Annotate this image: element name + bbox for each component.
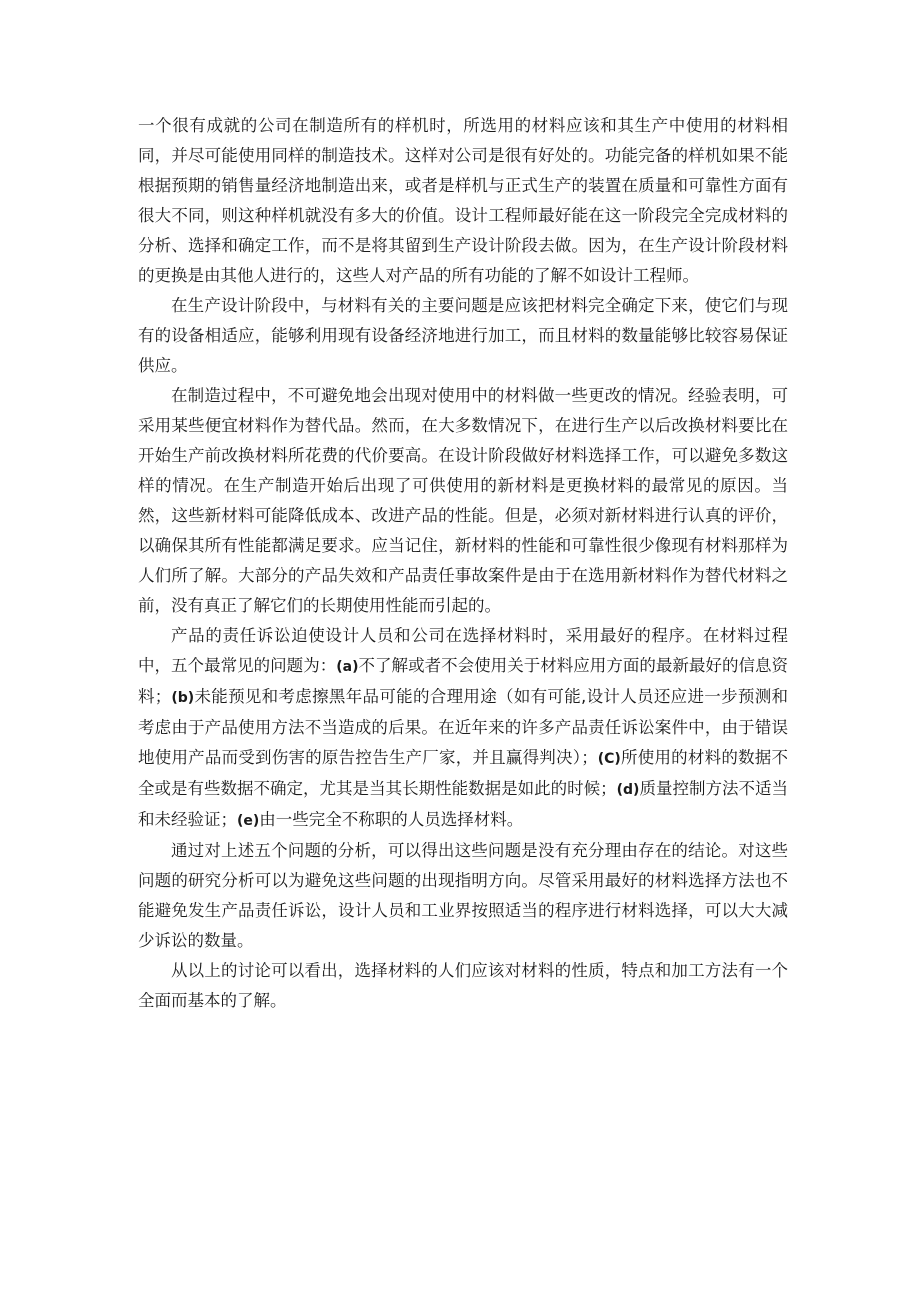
paragraph-3 (138, 381, 788, 621)
item-text-b: 未能预见和考虑擦黑年品可能的合理用途（如有可能,设计人员还应进一步预测和考虑由于产品使用方法不当造成的后果。在近年来的许多产品责任诉讼案件中，由于错误地使用产品而受到伤害的原告控告生产厂家，并且赢得判决）； (138, 687, 788, 767)
paragraph-1-text: 一个很有成就的公司在制造所有的样机时，所选用的材料应该和其生产中使用的材料相同，并尽可能使用同样的制造技术。这样对公司是很有好处的。功能完备的样机如果不能根据预期的销售量经济地制造出来，或者是样机与正式生产的装置在质量和可靠性方面有很大不同，则这种样机就没有多大的价值。设计工程师最好能在这一阶段完全完成材料的分析、选择和确定工作，而不是将其留到生产设计阶段去做。因为，在生产设计阶段材料的更换是由其他人进行的，这些人对产品的所有功能的了解不如设计工程师。 (138, 116, 788, 285)
paragraph-6 (138, 956, 788, 1016)
paragraph-4 (138, 621, 788, 836)
item-label-b: (b) (171, 690, 195, 706)
item-label-a: (a) (336, 659, 359, 675)
item-text-d: 质量控制方法不适当和未经验证； (138, 779, 789, 829)
paragraph-1 (138, 111, 788, 291)
item-label-d: (d) (616, 782, 640, 798)
item-text-e: 由一些完全不称职的人员选择材料。 (259, 810, 524, 829)
paragraph-3-text: 在制造过程中，不可避免地会出现对使用中的材料做一些更改的情况。经验表明，可采用某些便宜材料作为替代品。然而，在大多数情况下，在进行生产以后改换材料要比在开始生产前改换材料所花费的代价要高。在设计阶段做好材料选择工作，可以避免多数这样的情况。在生产制造开始后出现了可供使用的新材料是更换材料的最常见的原因。当然，这些新材料可能降低成本、改进产品的性能。但是，必须对新材料进行认真的评价，以确保其所有性能都满足要求。应当记住，新材料的性能和可靠性很少像现有材料那样为人们所了解。大部分的产品失效和产品责任事故案件是由于在选用新材料作为替代材料之前，没有真正了解它们的长期使用性能而引起的。 (138, 386, 788, 615)
paragraph-4-text-intro: 产品的责任诉讼迫使设计人员和公司在选择材料时，采用最好的程序。在材料过程中，五个最常见的问题为： (138, 626, 788, 675)
item-label-c: (C) (597, 751, 621, 767)
paragraph-2-text: 在生产设计阶段中，与材料有关的主要问题是应该把材料完全确定下来，使它们与现有的设备相适应，能够利用现有设备经济地进行加工，而且材料的数量能够比较容易保证供应。 (138, 296, 788, 375)
paragraph-6-text: 从以上的讨论可以看出，选择材料的人们应该对材料的性质，特点和加工方法有一个全面而基本的了解。 (138, 961, 788, 1010)
item-text-c: 所使用的材料的数据不全或是有些数据不确定，尤其是当其长期性能数据是如此的时候； (138, 748, 789, 798)
paragraph-2 (138, 291, 788, 381)
paragraph-5-text: 通过对上述五个问题的分析，可以得出这些问题是没有充分理由存在的结论。对这些问题的研究分析可以为避免这些问题的出现指明方向。尽管采用最好的材料选择方法也不能避免发生产品责任诉讼，设计人员和工业界按照适当的程序进行材料选择，可以大大减少诉讼的数量。 (138, 841, 788, 950)
item-text-a: 不了解或者不会使用关于材料应用方面的最新最好的信息资料； (138, 656, 789, 706)
paragraph-5 (138, 836, 788, 956)
item-label-e: (e) (237, 813, 260, 829)
document-body (138, 111, 788, 1016)
